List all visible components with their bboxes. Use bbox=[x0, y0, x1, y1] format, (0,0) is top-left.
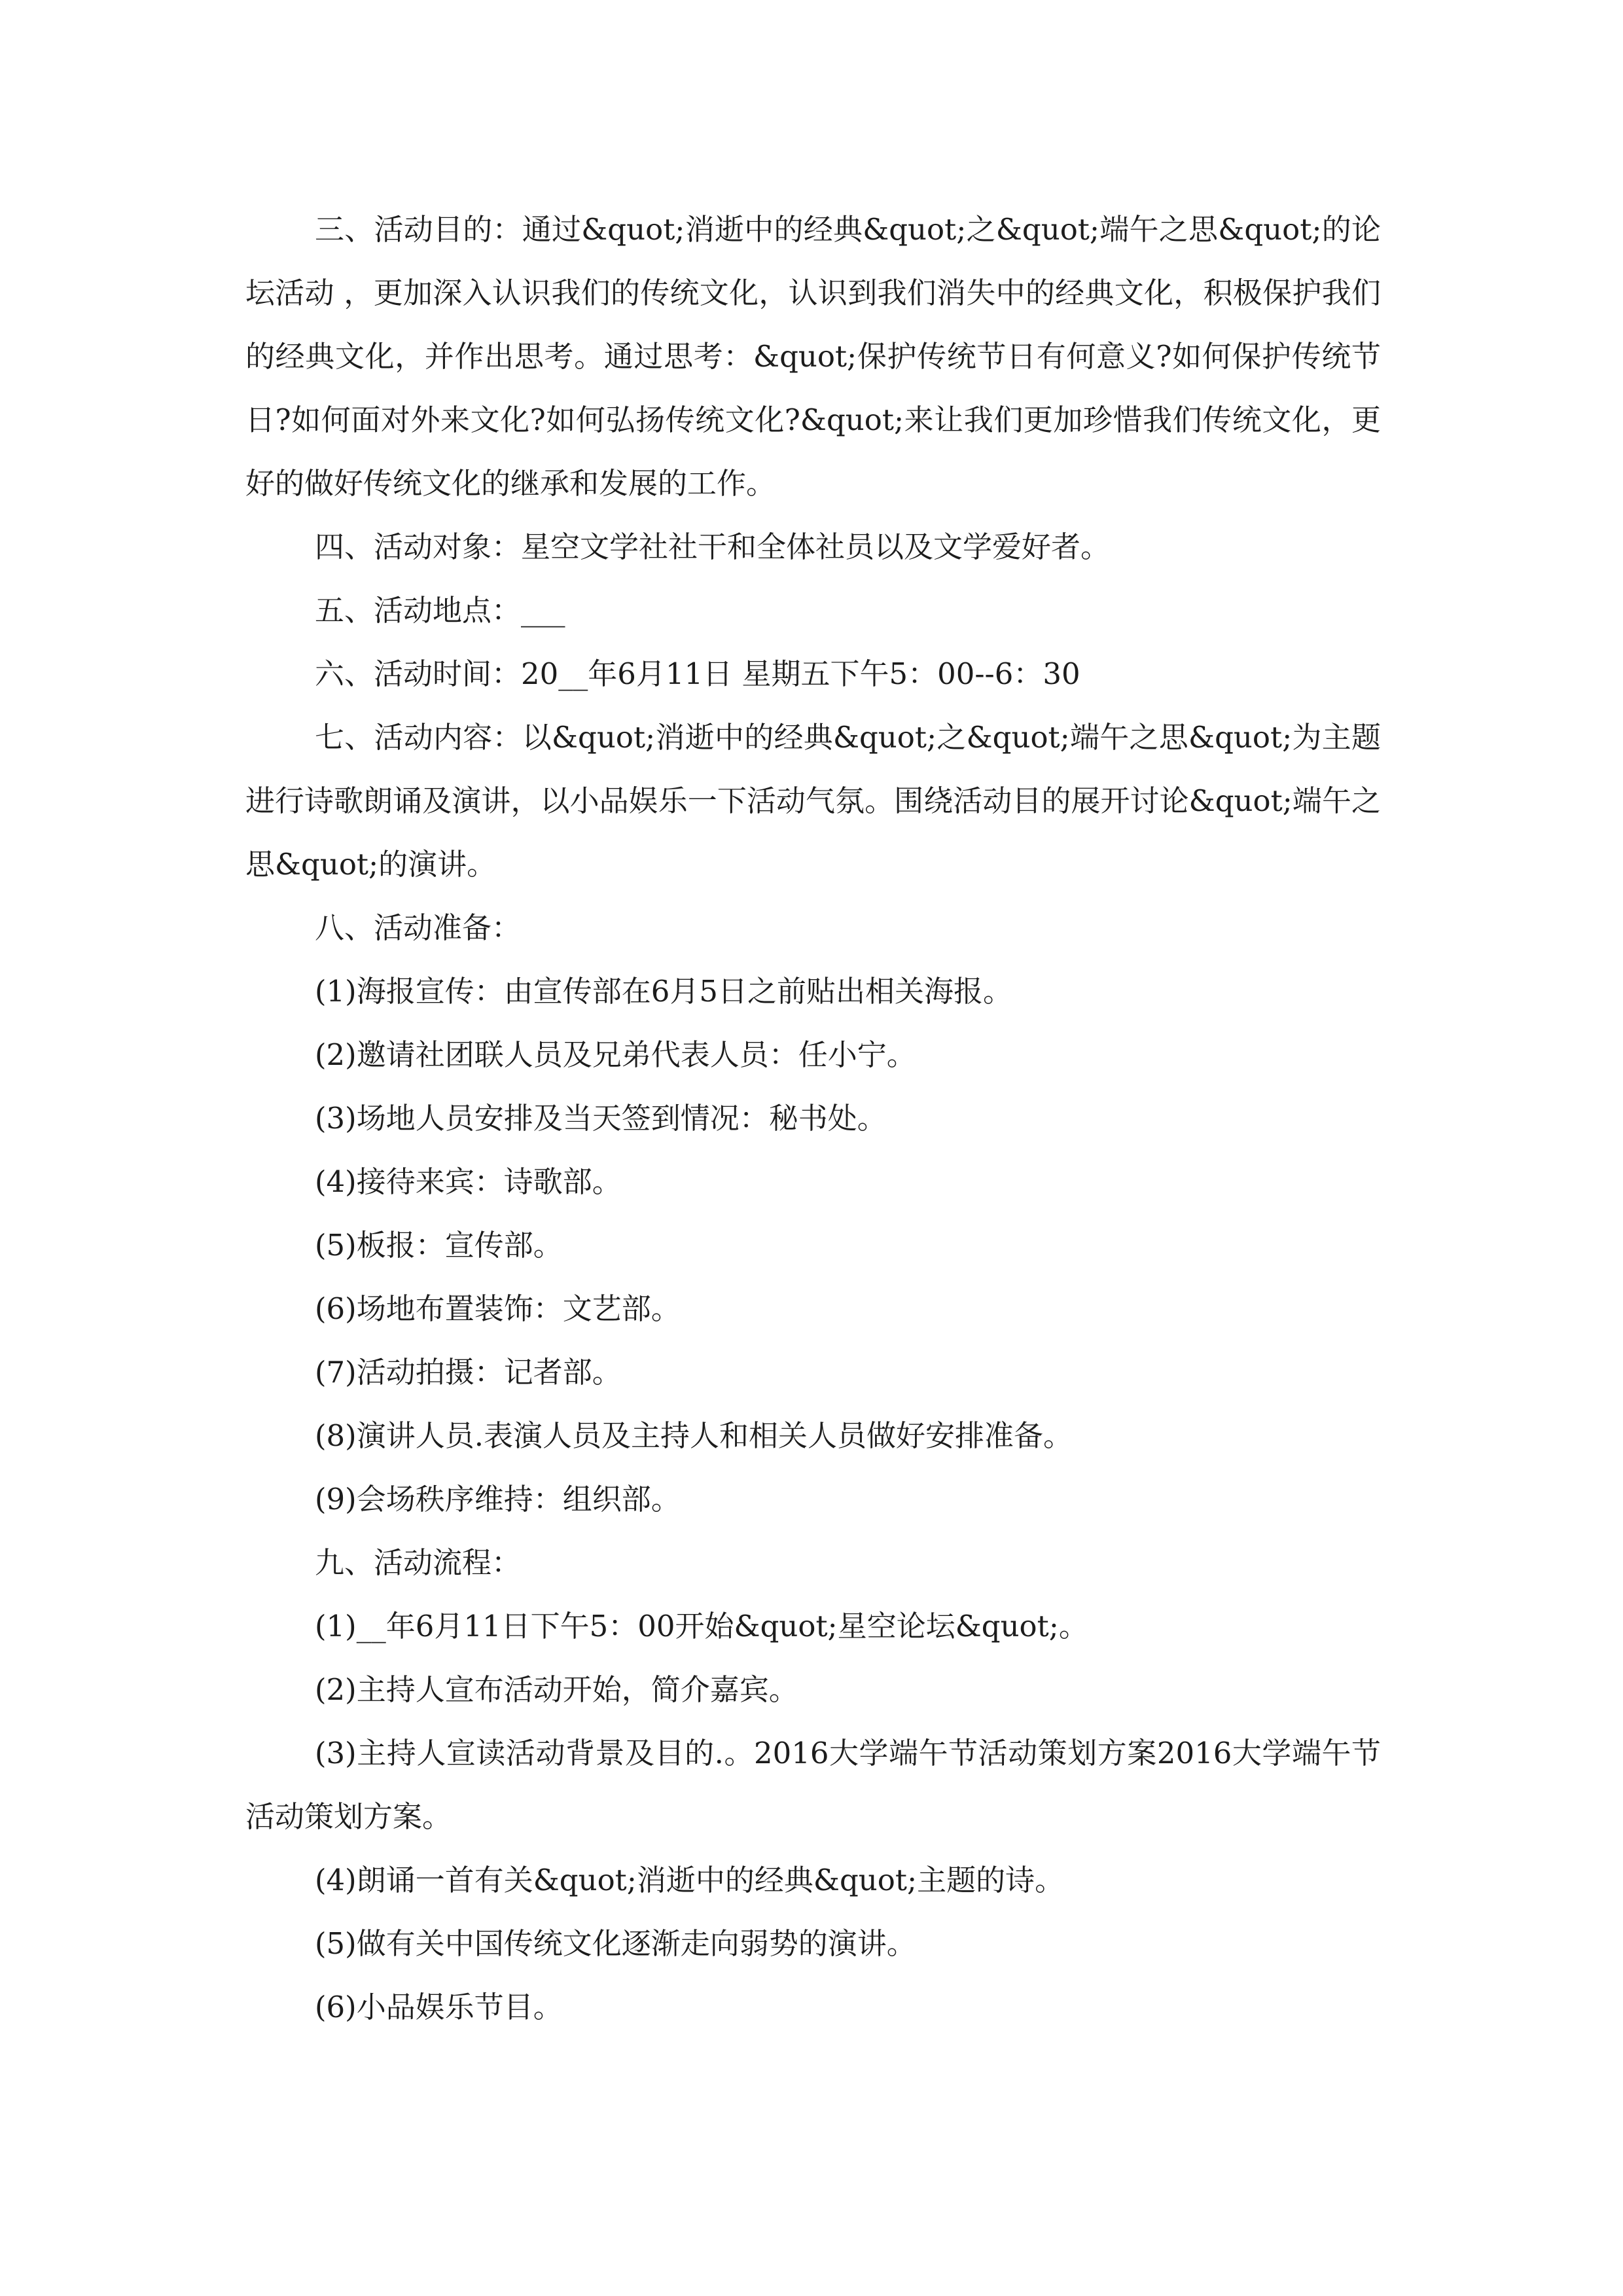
list-item: (7)活动拍摄：记者部。 bbox=[315, 1355, 622, 1390]
list-item: (5)板报：宣传部。 bbox=[315, 1228, 563, 1263]
list-item: (2)邀请社团联人员及兄弟代表人员：任小宁。 bbox=[315, 1037, 916, 1072]
list-item: (3)主持人宣读活动背景及目的.。2016大学端午节活动策划方案2016大学端午节活动策划方案。 bbox=[245, 1736, 1381, 1834]
paragraph-location: 五、活动地点：___ bbox=[315, 593, 565, 628]
heading-preparation: 八、活动准备： bbox=[315, 910, 522, 945]
list-item: (1)__年6月11日下午5：00开始&quot;星空论坛&quot;。 bbox=[315, 1609, 1088, 1643]
list-item: (8)演讲人员.表演人员及主持人和相关人员做好安排准备。 bbox=[315, 1418, 1073, 1453]
list-item: (2)主持人宣布活动开始，简介嘉宾。 bbox=[315, 1672, 798, 1707]
list-item: (4)接待来宾：诗歌部。 bbox=[315, 1164, 622, 1199]
list-item: (5)做有关中国传统文化逐渐走向弱势的演讲。 bbox=[315, 1926, 916, 1961]
paragraph-content: 七、活动内容：以&quot;消逝中的经典&quot;之&quot;端午之思&quot;为主题进行诗歌朗诵及演讲，以小品娱乐一下活动气氛。围绕活动目的展开讨论&quot;端午之思&quot;的演讲。 bbox=[245, 720, 1381, 882]
list-item: (9)会场秩序维持：组织部。 bbox=[315, 1482, 681, 1516]
paragraph-purpose: 三、活动目的：通过&quot;消逝中的经典&quot;之&quot;端午之思&quot;的论坛活动 ，更加深入认识我们的传统文化，认识到我们消失中的经典文化，积极保护我们的经典文化，并作出思考。通过思考：&quot;保护传统节日有何意义?如何保护传统节日?如何面对外来文化?如何弘扬传统文化?&quot;来让我们更加珍惜我们传统文化，更好的做好传统文化的继承和发展的工作。 bbox=[245, 212, 1381, 501]
list-item: (3)场地人员安排及当天签到情况：秘书处。 bbox=[315, 1101, 887, 1136]
document-body bbox=[245, 198, 1381, 2039]
list-item: (6)场地布置装饰：文艺部。 bbox=[315, 1291, 681, 1326]
heading-process: 九、活动流程： bbox=[315, 1545, 522, 1580]
paragraph-audience: 四、活动对象：星空文学社社干和全体社员以及文学爱好者。 bbox=[315, 529, 1111, 564]
list-item: (4)朗诵一首有关&quot;消逝中的经典&quot;主题的诗。 bbox=[315, 1863, 1065, 1897]
list-item: (1)海报宣传：由宣传部在6月5日之前贴出相关海报。 bbox=[315, 974, 1013, 1009]
list-item: (6)小品娱乐节目。 bbox=[315, 1990, 563, 2024]
paragraph-time: 六、活动时间：20__年6月11日 星期五下午5：00--6：30 bbox=[315, 656, 1080, 691]
